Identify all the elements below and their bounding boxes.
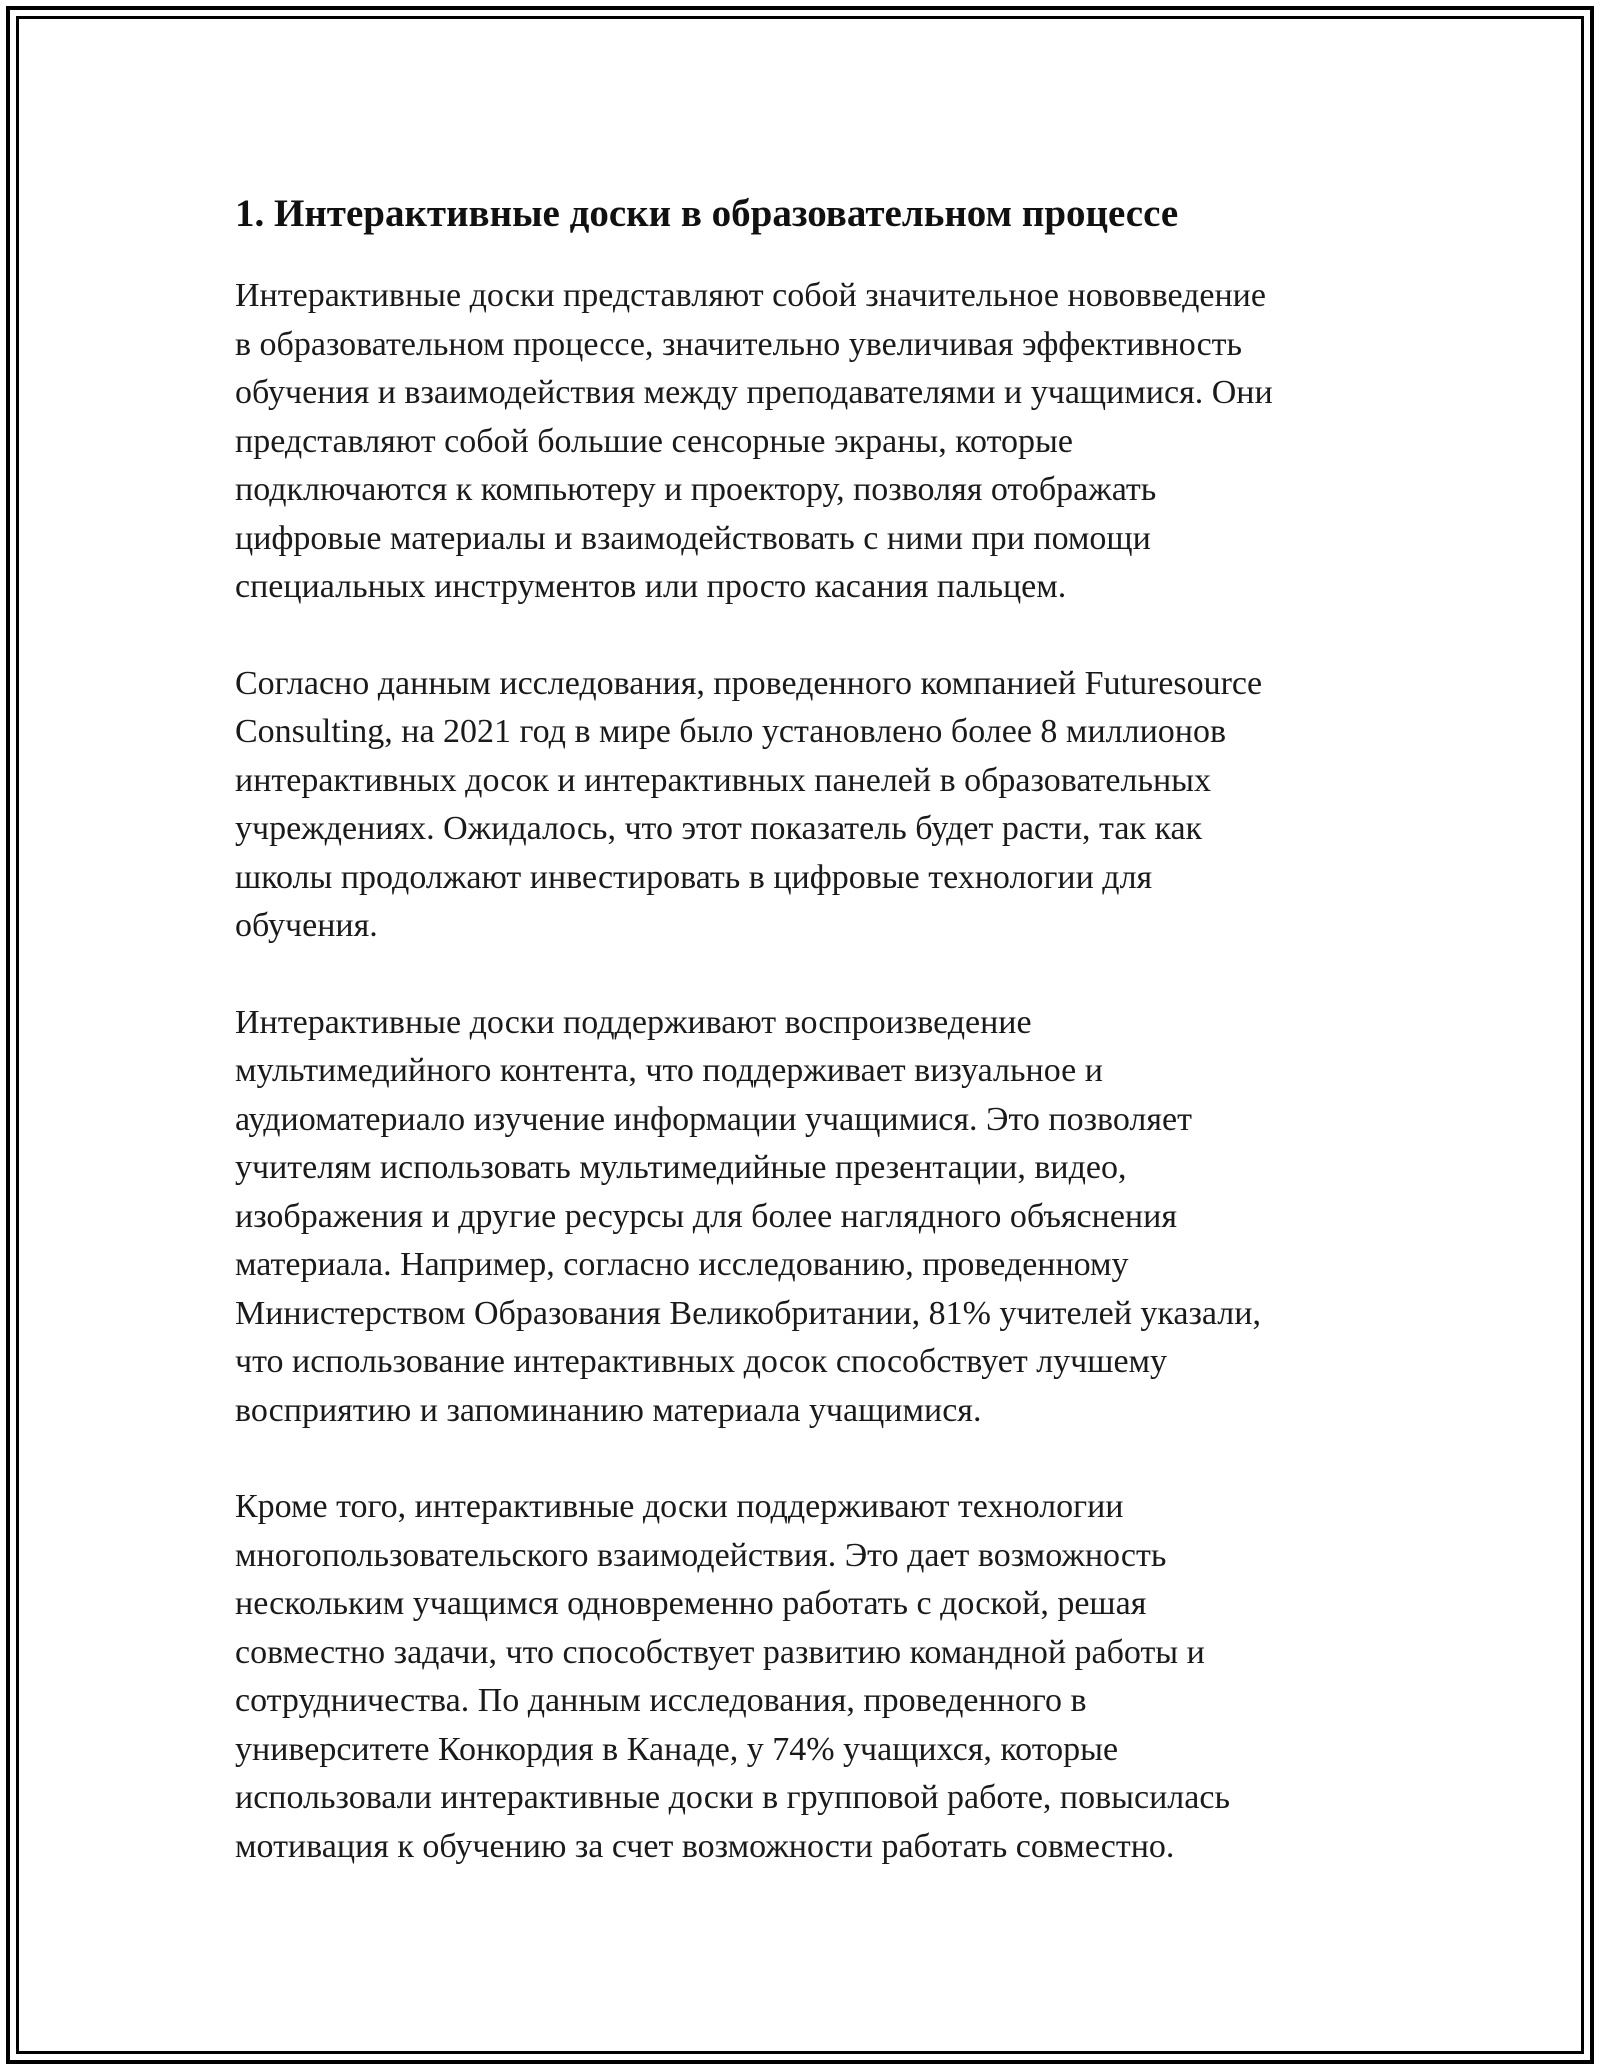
page-title: 1. Интерактивные доски в образовательном процессе: [235, 192, 1179, 235]
paragraph-line: Министерством Образования Великобритании, 81% учителей указали,: [235, 1294, 1261, 1332]
paragraph-2: [235, 660, 1370, 951]
document-body: [235, 186, 1370, 1871]
paragraph-line: школы продолжают инвестировать в цифровые технологии для: [235, 858, 1153, 896]
paragraph-line: Кроме того, интерактивные доски поддерживают технологии: [235, 1488, 1124, 1525]
paragraph-line: обучения и взаимодействия между преподавателями и учащимися. Они: [235, 374, 1273, 411]
paragraph-line: изображения и другие ресурсы для более наглядного объяснения: [235, 1197, 1177, 1235]
paragraph-line: восприятию и запоминанию материала учащимися.: [235, 1391, 982, 1429]
paragraph-3: [235, 999, 1370, 1436]
paragraph-line: Интерактивные доски представляют собой значительное нововведение: [235, 277, 1266, 314]
paragraph-line: аудиоматериало изучение информации учащимися. Это позволяет: [235, 1100, 1192, 1138]
paragraph-line: Consulting, на 2021 год в мире было установлено более 8 миллионов: [235, 713, 1227, 750]
paragraph-line: интерактивных досок и интерактивных панелей в образовательных: [235, 761, 1212, 799]
paragraph-4: [235, 1483, 1370, 1871]
paragraph-1: [235, 272, 1370, 612]
paragraph-line: мотивация к обучению за счет возможности работать совместно.: [235, 1827, 1175, 1865]
paragraph-line: учреждениях. Ожидалось, что этот показатель будет расти, так как: [235, 810, 1203, 847]
paragraph-line: университете Конкордия в Канаде, у 74% учащихся, которые: [235, 1730, 1119, 1768]
paragraph-line: использовали интерактивные доски в групповой работе, повысилась: [235, 1779, 1230, 1816]
paragraph-line: цифровые материалы и взаимодействовать с ними при помощи: [235, 519, 1151, 557]
paragraph-line: многопользовательского взаимодействия. Это дает возможность: [235, 1536, 1167, 1574]
paragraph-line: специальных инструментов или просто касания пальцем.: [235, 568, 1067, 605]
paragraph-line: учителям использовать мультимедийные презентации, видео,: [235, 1149, 1127, 1186]
paragraph-line: мультимедийного контента, что поддерживает визуальное и: [235, 1052, 1103, 1089]
paragraph-line: в образовательном процессе, значительно увеличивая эффективность: [235, 325, 1243, 363]
paragraph-line: нескольким учащимся одновременно работать с доской, решая: [235, 1585, 1147, 1622]
paragraph-line: обучения.: [235, 907, 378, 944]
paragraph-line: совместно задачи, что способствует развитию командной работы и: [235, 1633, 1205, 1671]
paragraph-line: Согласно данным исследования, проведенного компанией Futuresource: [235, 664, 1263, 702]
paragraph-line: Интерактивные доски поддерживают воспроизведение: [235, 1003, 1032, 1041]
paragraph-line: представляют собой большие сенсорные экраны, которые: [235, 422, 1073, 460]
paragraph-line: материала. Например, согласно исследованию, проведенному: [235, 1246, 1129, 1283]
paragraph-line: сотрудничества. По данным исследования, проведенного в: [235, 1682, 1087, 1719]
paragraph-line: подключаются к компьютеру и проектору, позволяя отображать: [235, 471, 1157, 508]
paragraph-line: что использование интерактивных досок способствует лучшему: [235, 1343, 1168, 1380]
